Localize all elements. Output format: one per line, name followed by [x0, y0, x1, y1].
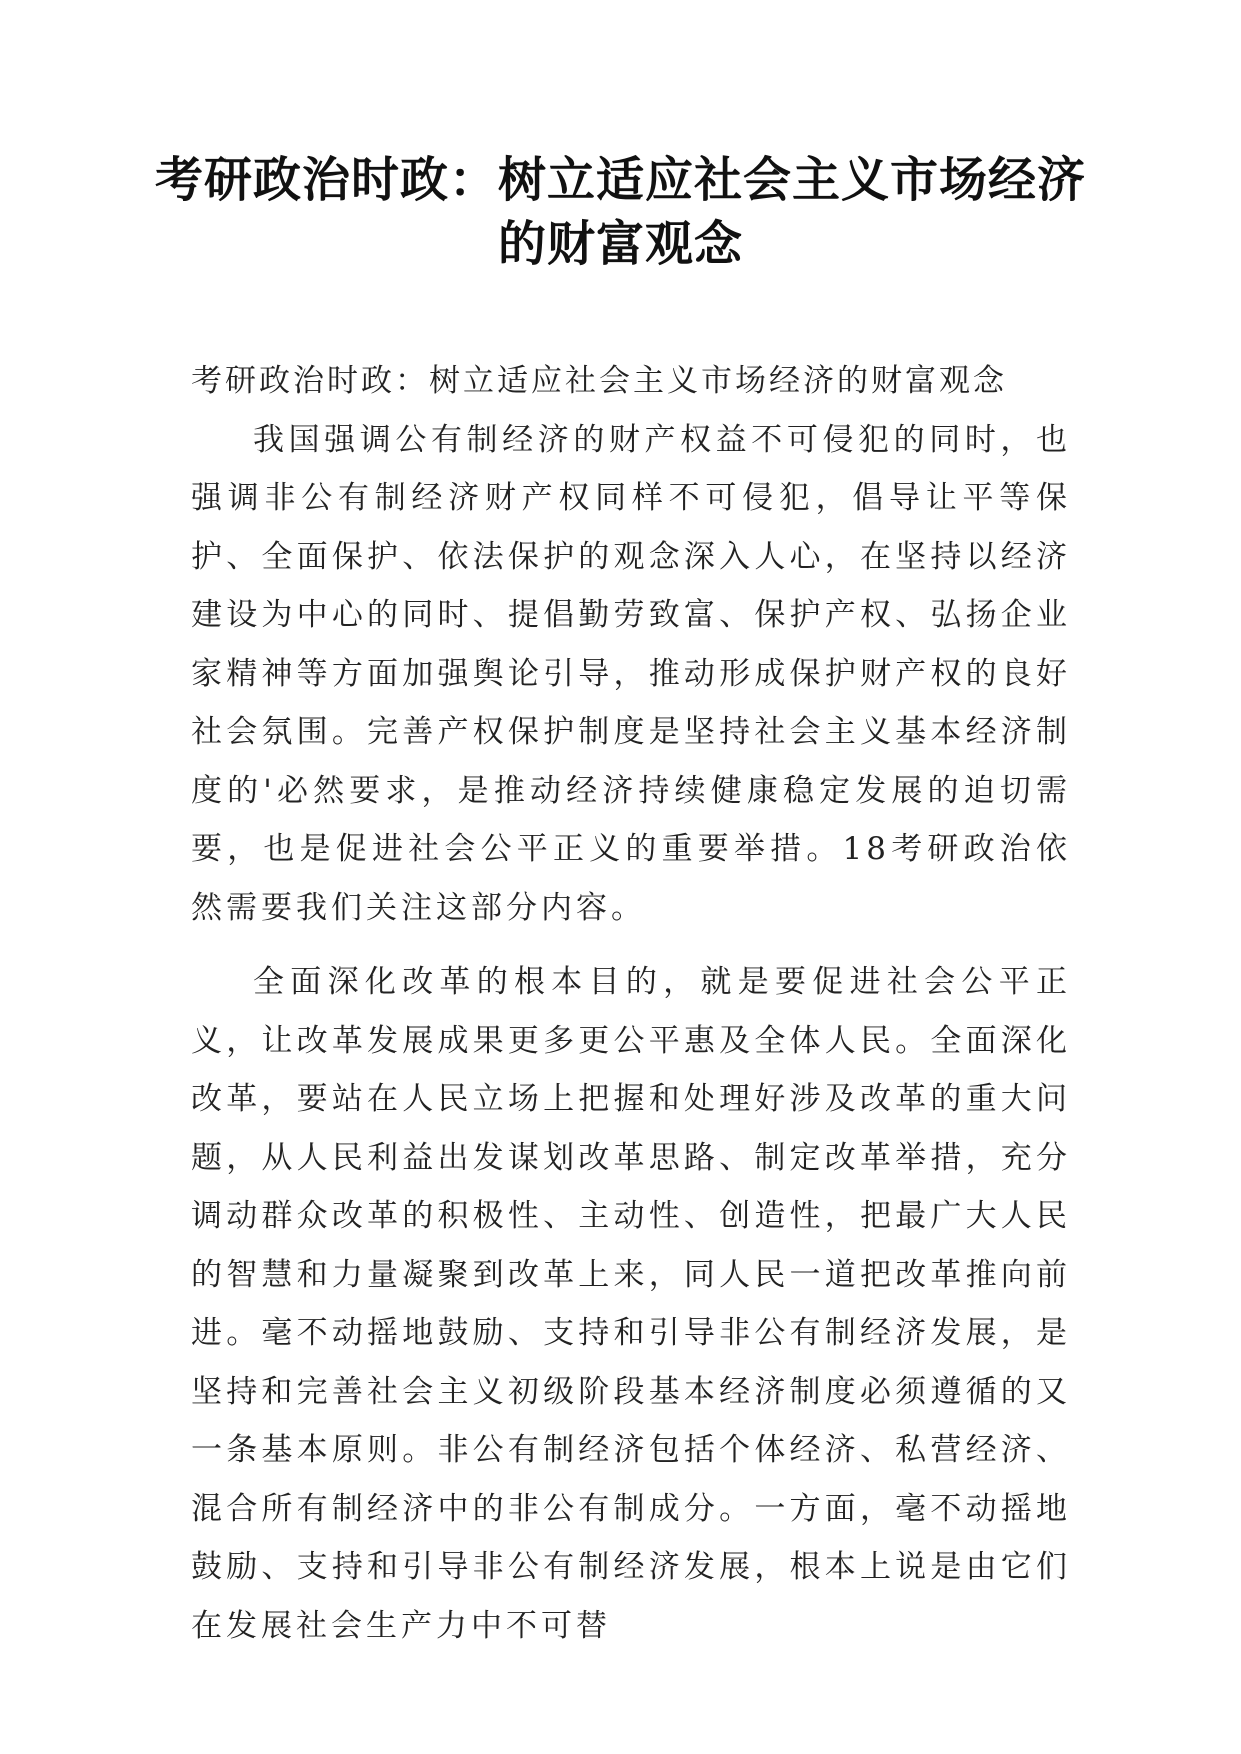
- document-body: [191, 352, 1071, 1655]
- paragraph: 我国强调公有制经济的财产权益不可侵犯的同时，也强调非公有制经济财产权同样不可侵犯，倡导让平等保护、全面保护、依法保护的观念深入人心，在坚持以经济建设为中心的同时、提倡勤劳致富、保护产权、弘扬企业家精神等方面加强舆论引导，推动形成保护财产权的良好社会氛围。完善产权保护制度是坚持社会主义基本经济制度的'必然要求，是推动经济持续健康稳定发展的迫切需要，也是促进社会公平正义的重要举措。18考研政治依然需要我们关注这部分内容。: [191, 421, 1071, 926]
- document-subtitle: 考研政治时政：树立适应社会主义市场经济的财富观念: [191, 363, 1007, 399]
- paragraph: 全面深化改革的根本目的，就是要促进社会公平正义，让改革发展成果更多更公平惠及全体人民。全面深化改革，要站在人民立场上把握和处理好涉及改革的重大问题，从人民利益出发谋划改革思路、制定改革举措，充分调动群众改革的积极性、主动性、创造性，把最广大人民的智慧和力量凝聚到改革上来，同人民一道把改革推向前进。毫不动摇地鼓励、支持和引导非公有制经济发展，是坚持和完善社会主义初级阶段基本经济制度必须遵循的又一条基本原则。非公有制经济包括个体经济、私营经济、混合所有制经济中的非公有制成分。一方面，毫不动摇地鼓励、支持和引导非公有制经济发展，根本上说是由它们在发展社会生产力中不可替: [191, 964, 1071, 1644]
- document-title: 考研政治时政：树立适应社会主义市场经济的财富观念: [154, 152, 1086, 272]
